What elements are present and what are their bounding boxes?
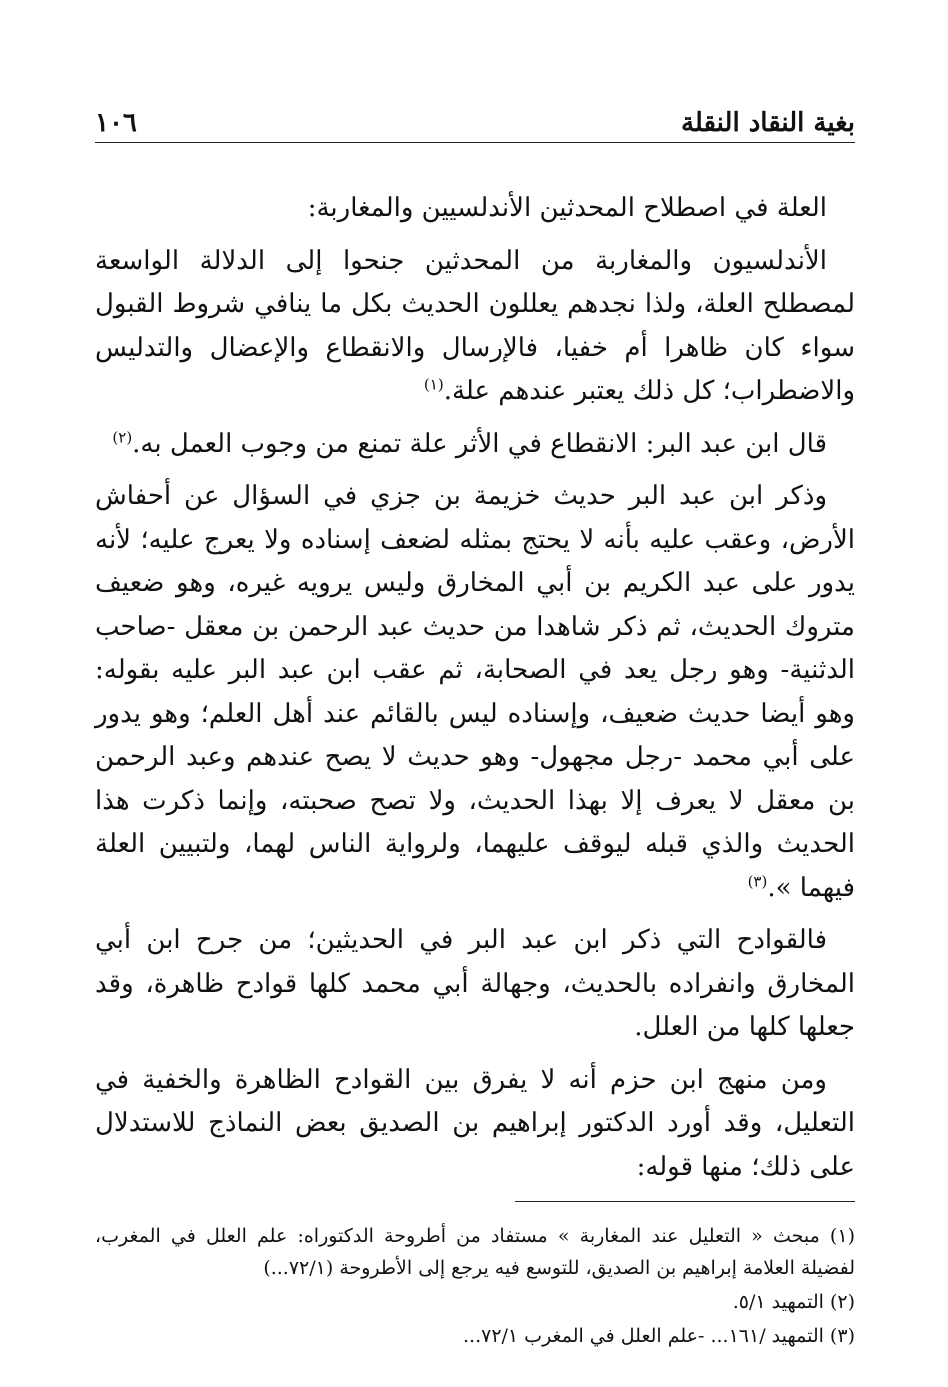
footnote-ref-1: (١) bbox=[423, 375, 444, 394]
footnote-ref-3: (٣) bbox=[747, 871, 768, 890]
paragraph-3-text: وذكر ابن عبد البر حديث خزيمة بن جزي في السؤال عن أحفاش الأرض، وعقب عليه بأنه لا يحتج بمثله لضعف إسناده ولا يعرج عليه؛ لأنه يدور على عبد الكريم بن أبي المخارق وليس يرويه غيره، وهو ضعيف متروك الحديث، ثم ذكر شاهدا من حديث عبد الرحمن بن معقل -صاحب الدثنية- وهو رجل يعد في الصحابة، ثم عقب ابن عبد البر عليه بقوله: وهو أيضا حديث ضعيف، وإسناده ليس بالقائم عند أهل العلم؛ وهو يدور على أبي محمد -رجل مجهول- وهو حديث لا يصح عندهم وعبد الرحمن بن معقل لا يعرف إلا بهذا الحديث، ولا تصح صحبته، وإنما ذكرت هذا الحديث والذي قبله ليوقف عليهما، ولرواية الناس لهما، ولتبيين العلة فيهما ». bbox=[95, 481, 855, 903]
footnotes bbox=[95, 1220, 855, 1352]
paragraph-1-text: الأندلسيون والمغاربة من المحدثين جنحوا إلى الدلالة الواسعة لمصطلح العلة، ولذا نجدهم يعللون الحديث بكل ما ينافي شروط القبول سواء كان ظاهرا أم خفيا، فالإرسال والانقطاع والإعضال والتدليس والاضطراب؛ كل ذلك يعتبر عندهم علة. bbox=[95, 245, 855, 406]
paragraph-1 bbox=[95, 240, 855, 414]
section-heading: العلة في اصطلاح المحدثين الأندلسيين والمغاربة: bbox=[307, 193, 827, 223]
book-title: بغية النقاد النقلة bbox=[680, 108, 855, 138]
book-page bbox=[95, 100, 855, 1354]
paragraph-2 bbox=[95, 423, 855, 467]
footnote-ref-2: (٢) bbox=[112, 427, 133, 446]
footnote-3: (٣) التمهيد /١٦١... -علم العلل في المغرب ٧٢/١... bbox=[462, 1325, 855, 1347]
page-number: ١٠٦ bbox=[95, 108, 137, 138]
footnote-2: (٢) التمهيد ٥/١. bbox=[732, 1291, 855, 1313]
footnote-divider bbox=[515, 1201, 855, 1202]
running-header bbox=[95, 100, 855, 143]
paragraph-3 bbox=[95, 475, 855, 910]
main-text bbox=[95, 187, 855, 1189]
paragraph-2-text: قال ابن عبد البر: الانقطاع في الأثر علة تمنع من وجوب العمل به. bbox=[132, 428, 827, 459]
paragraph-5: ومن منهج ابن حزم أنه لا يفرق بين القوادح الظاهرة والخفية في التعليل، وقد أورد الدكتور إبراهيم بن الصديق بعض النماذج للاستدلال على ذلك؛ منها قوله: bbox=[95, 1064, 855, 1182]
paragraph-4: فالقوادح التي ذكر ابن عبد البر في الحديثين؛ من جرح ابن أبي المخارق وانفراده بالحديث، وجهالة أبي محمد كلها قوادح ظاهرة، وقد جعلها كلها من العلل. bbox=[95, 925, 855, 1042]
footnote-1: (١) مبحث « التعليل عند المغاربة » مستفاد من أطروحة الدكتوراه: علم العلل في المغرب، لفضيلة العلامة إبراهيم بن الصديق، للتوسع فيه يرجع إلى الأطروحة (٧٢/١...) bbox=[95, 1225, 855, 1279]
